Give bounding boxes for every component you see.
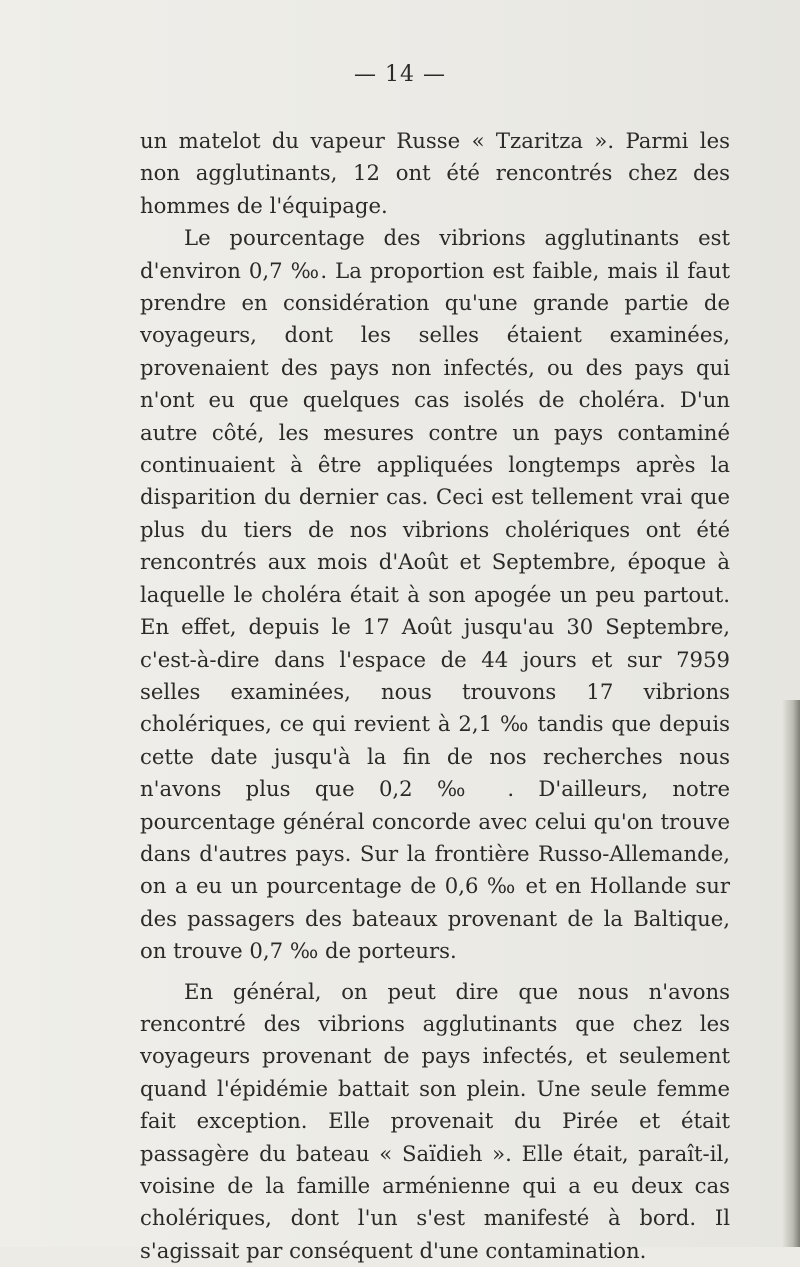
- page-edge-shadow: [782, 700, 800, 1247]
- page-number: — 14 —: [354, 62, 446, 87]
- paragraph-continuation: un matelot du vapeur Russe « Tzaritza ». Parmi les non agglutinants, 12 ont été rencontrés chez des hommes de l'équipage.: [140, 128, 730, 218]
- body-text: [140, 125, 730, 1267]
- paragraph-percentage: Le pourcentage des vibrions agglutinants est d'environ 0,7 ‰. La proportion est faible, mais il faut prendre en considération qu'une grande partie de voyageurs, dont les selles étaient examinées, provenaient des pays non infectés, ou des pays qui n'ont eu que quelques cas isolés de choléra. D'un autre côté, les mesures contre un pays contaminé continuaient à être appliquées longtemps après la disparition du dernier cas. Ceci est tellement vrai que plus du tiers de nos vibrions cholériques ont été rencontrés aux mois d'Août et Septembre, époque à laquelle le choléra était à son apogée un peu partout. En effet, depuis le 17 Août jusqu'au 30 Septembre, c'est-à-dire dans l'espace de 44 jours et sur 7959 selles examinées, nous trouvons 17 vibrions cholériques, ce qui revient à 2,1 ‰ tandis que depuis cette date jusqu'à la fin de nos recherches nous n'avons plus que 0,2 ‰ . D'ailleurs, notre pourcentage général concorde avec celui qu'on trouve dans d'autres pays. Sur la frontière Russo-Allemande, on a eu un pourcentage de 0,6 ‰ et en Hollande sur des passagers des bateaux provenant de la Baltique, on trouve 0,7 ‰ de porteurs.: [140, 225, 730, 964]
- paragraph-general: En général, on peut dire que nous n'avons rencontré des vibrions agglutinants que chez les voyageurs provenant de pays infectés, et seulement quand l'épidémie battait son plein. Une seule femme fait exception. Elle provenait du Pirée et était passagère du bateau « Saïdieh ». Elle était, paraît-il, voisine de la famille arménienne qui a eu deux cas cholériques, dont l'un s'est manifesté à bord. Il s'agissait par conséquent d'une contamination.: [140, 978, 730, 1263]
